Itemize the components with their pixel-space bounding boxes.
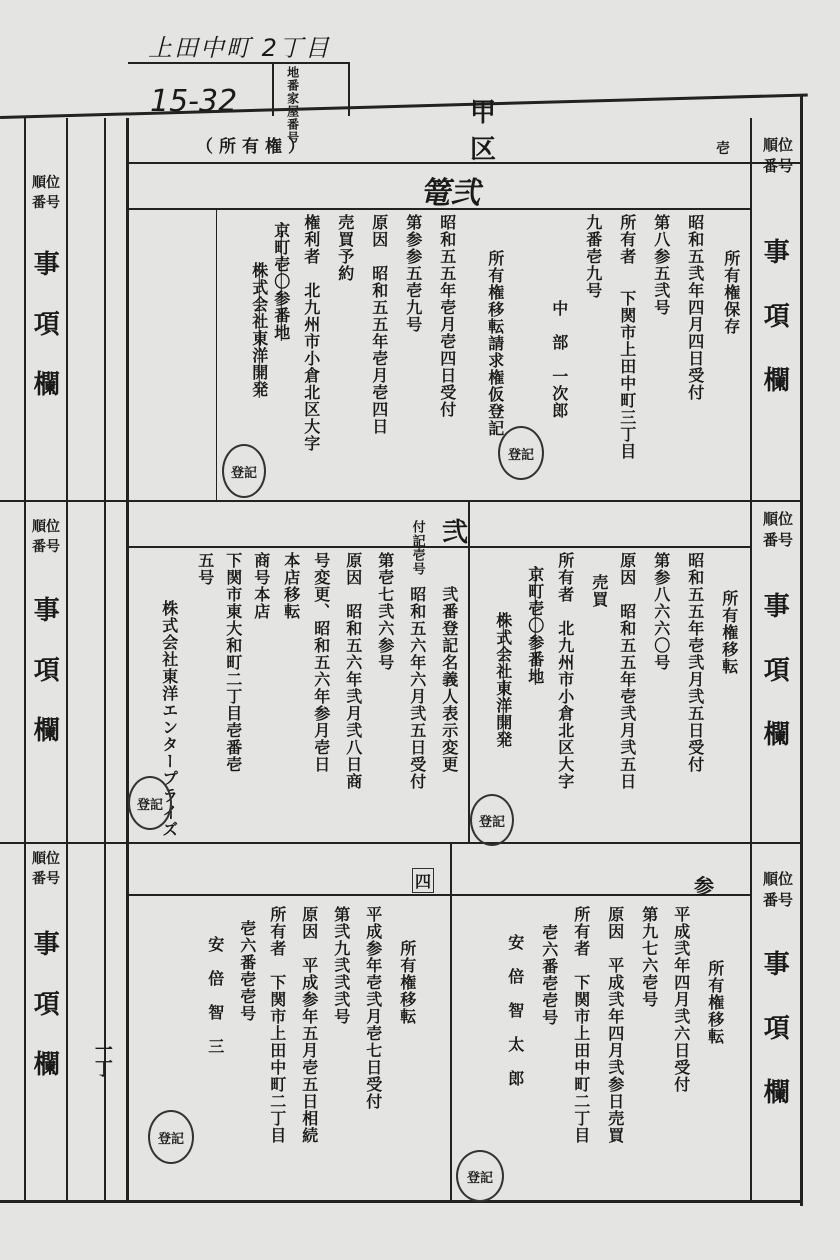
entry-two-cause2: 売買 (589, 574, 609, 608)
left-matter-col-3: 事項欄 (29, 930, 60, 1110)
matter-col-2: 事項欄 (759, 592, 790, 784)
order-col-divider (750, 118, 752, 1202)
provisional-rights-addr: 京町壱〇参番地 (271, 222, 291, 341)
section-title: 甲 区 (470, 98, 763, 165)
entry-two-sub-cause: 原因 昭和五六年弐月弐八日商 (343, 552, 363, 790)
provisional-title: 所有権移転請求権仮登記 (485, 250, 505, 437)
entry-three-cause: 原因 平成弐年四月弐参日売買 (605, 906, 625, 1144)
entry-two-title: 所有権移転 (719, 590, 739, 675)
registrar-seal-6: 登記 (148, 1110, 194, 1164)
entry-one-number: 壱 (716, 141, 730, 157)
entry-four-title: 所有権移転 (397, 940, 417, 1025)
entry-four-date: 平成参年壱弐月壱七日受付 (363, 906, 383, 1110)
rank-label-3: 順位番号 (762, 870, 793, 909)
handwritten-district-note: 上田中町 2丁目 (148, 34, 331, 62)
entry-two-receipt: 第参八六六〇号 (651, 552, 671, 671)
entry-four-owner-name: 安 倍 智 三 (205, 936, 225, 1055)
entry-four-receipt: 第弐九弐弐弐号 (331, 906, 351, 1025)
entry-one-date: 昭和五弐年四月四日受付 (685, 214, 705, 401)
registrar-seal-5: 登記 (456, 1150, 504, 1202)
entry-two-sub-title: 弐番登記名義人表示変更 (439, 586, 459, 773)
entry-two-sub-label: 付記壱号 (409, 520, 425, 576)
owner-note: （所有権） (196, 137, 311, 157)
entry-four-number: 四 (412, 868, 434, 893)
entry-one-title: 所有権保存 (721, 250, 741, 335)
entry-one-owner: 所有者 (617, 214, 637, 265)
block-divider-2b (128, 894, 752, 896)
entry-three-date: 平成弐年四月弐六日受付 (671, 906, 691, 1093)
matter-col-3: 事項欄 (759, 950, 790, 1142)
entry-two-sub-date: 昭和五六年六月弐五日受付 (407, 586, 427, 790)
left-rank-label-1: 順位番号 (32, 175, 60, 211)
rank-label-2: 順位番号 (762, 510, 793, 549)
provisional-rights-holder: 権利者 北九州市小倉北区大字 (301, 214, 321, 452)
entry-three-number: 参 (694, 874, 714, 898)
entry-two-number: 弐 (442, 518, 469, 548)
entry-two-owner-addr: 京町壱〇参番地 (525, 566, 545, 685)
frame-right (800, 96, 803, 1206)
registrar-seal-2: 登記 (222, 444, 266, 498)
entry-two-owner-name: 株式会社東洋開発 (493, 612, 513, 748)
left-matter-col-2: 事項欄 (29, 596, 60, 776)
handwritten-lot-number: 15-32 (150, 84, 238, 119)
block-divider-1 (0, 500, 802, 502)
entry-three-owner: 所有者 下関市上田中町二丁目 (571, 906, 591, 1144)
entry-four-owner-addr: 壱六番壱壱号 (237, 920, 257, 1022)
seal-mark-header: 篭弐 (420, 176, 480, 211)
block-divider-1b (128, 546, 752, 548)
frame-bottom (0, 1200, 803, 1203)
narrow-col-left (66, 118, 68, 1202)
provisional-date: 昭和五五年壱月壱四日受付 (437, 214, 457, 418)
vertical-split-low (450, 844, 452, 1200)
entry-two-sub-trade-label: 商号本店 (251, 552, 271, 620)
entry-two-date: 昭和五五年壱弐月弐五日受付 (685, 552, 705, 773)
entry-two-cause: 原因 昭和五五年壱弐月弐五日 (617, 552, 637, 790)
left-bottom-mark: 一丁 (91, 1040, 113, 1078)
entry-one-receipt: 第八参五弐号 (651, 214, 671, 316)
provisional-rights-name: 株式会社東洋開発 (249, 262, 269, 398)
block-divider-2 (0, 842, 802, 844)
provisional-cause2: 売買予約 (335, 214, 355, 282)
entry-two-sub-cause3: 本店移転 (281, 552, 301, 620)
registrar-seal-3: 登記 (470, 794, 514, 846)
entry-two-sub-trade-addr2: 五号 (195, 552, 215, 586)
frame-left-main (126, 118, 129, 1202)
entry-two-sub-trade-addr: 下関市東大和町二丁目壱番壱 (223, 552, 243, 773)
entry-two-sub-trade-name: 株式会社東洋エンタープライズ (159, 600, 179, 838)
left-rank-label-3: 順位番号 (32, 851, 60, 887)
entry-two-sub-cause2: 号変更、昭和五六年参月壱日 (311, 552, 331, 773)
matter-col-1: 事項欄 (759, 238, 790, 430)
registrar-seal-1: 登記 (498, 426, 544, 480)
provisional-cause: 原因 昭和五五年壱月壱四日 (369, 214, 389, 435)
entry-three-owner-name: 安 倍 智 太 郎 (505, 934, 525, 1087)
rank-label-1: 順位番号 (762, 136, 793, 175)
vertical-split-mid (468, 502, 470, 842)
entry-three-title: 所有権移転 (705, 960, 725, 1045)
entry-four-cause: 原因 平成参年五月壱五日相続 (299, 906, 319, 1144)
header-box-top (128, 62, 350, 64)
entry-two-owner: 所有者 北九州市小倉北区大字 (555, 552, 575, 790)
entry-three-owner-addr: 壱六番壱壱号 (539, 924, 559, 1026)
entry-three-receipt: 第九七六壱号 (639, 906, 659, 1008)
entry-four-owner: 所有者 下関市上田中町二丁目 (267, 906, 287, 1144)
entry-one-owner-name: 中 部 一次郎 (549, 300, 569, 419)
vertical-split-upper (216, 210, 217, 500)
entry-one-owner-addr: 下関市上田中町三丁目 (617, 290, 637, 460)
registrar-seal-4: 登記 (128, 776, 172, 830)
entry-one-addr2: 九番壱九号 (583, 214, 603, 299)
header-box-label: 地番家屋番号 (285, 66, 300, 144)
left-matter-col-1: 事項欄 (29, 250, 60, 430)
left-rank-label-2: 順位番号 (32, 519, 60, 555)
left-col-divider (24, 118, 26, 1202)
entry-two-sub-receipt: 第壱七弐六参号 (375, 552, 395, 671)
provisional-receipt: 第参参五壱九号 (403, 214, 423, 333)
